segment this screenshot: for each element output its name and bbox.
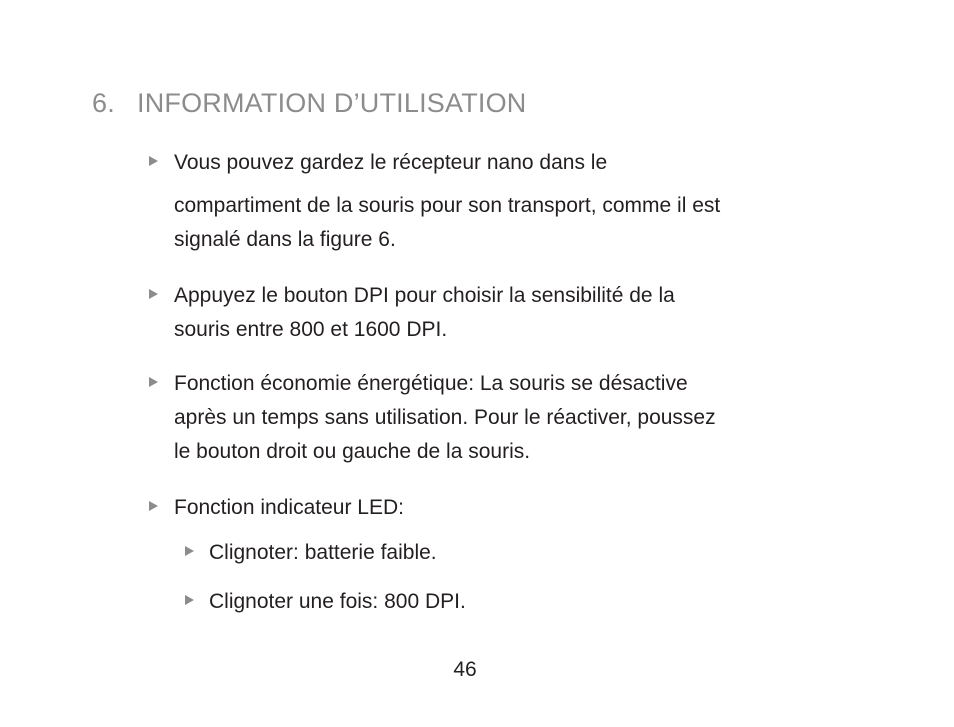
bullet-text-line: après un temps sans utilisation. Pour le réactiver, poussez — [174, 406, 716, 429]
sub-bullet-text: Clignoter une fois: 800 DPI. — [209, 590, 466, 613]
bullet-text-line: le bouton droit ou gauche de la souris. — [174, 440, 531, 463]
bullet-item — [174, 367, 716, 469]
bullet-text-line: Appuyez le bouton DPI pour choisir la sensibilité de la — [174, 284, 675, 307]
bullet-text-line: Fonction indicateur LED: — [174, 496, 404, 519]
section-number: 6. — [92, 88, 115, 118]
bullet-item — [174, 146, 720, 257]
bullet-arrow-icon — [149, 156, 158, 166]
sub-bullet-item — [209, 536, 437, 570]
sub-bullet-arrow-icon — [185, 546, 194, 556]
bullet-text-line: compartiment de la souris pour son transport, comme il est — [174, 194, 721, 217]
bullet-text-line: signalé dans la figure 6. — [174, 228, 396, 251]
sub-bullet-arrow-icon — [185, 595, 194, 605]
bullet-text-line: Fonction économie énergétique: La souris se désactive — [174, 372, 688, 395]
sub-bullet-text: Clignoter: batterie faible. — [209, 541, 437, 564]
bullet-item — [174, 491, 404, 525]
bullet-text-line: Vous pouvez gardez le récepteur nano dans le — [174, 151, 608, 174]
bullet-arrow-icon — [149, 289, 158, 299]
sub-bullet-item — [209, 585, 466, 619]
section-heading — [92, 88, 527, 119]
bullet-arrow-icon — [149, 377, 158, 387]
section-title: INFORMATION D’UTILISATION — [137, 88, 527, 118]
bullet-arrow-icon — [149, 501, 158, 511]
bullet-item — [174, 279, 675, 347]
bullet-text-line: souris entre 800 et 1600 DPI. — [174, 318, 448, 341]
page-number: 46 — [453, 658, 477, 681]
